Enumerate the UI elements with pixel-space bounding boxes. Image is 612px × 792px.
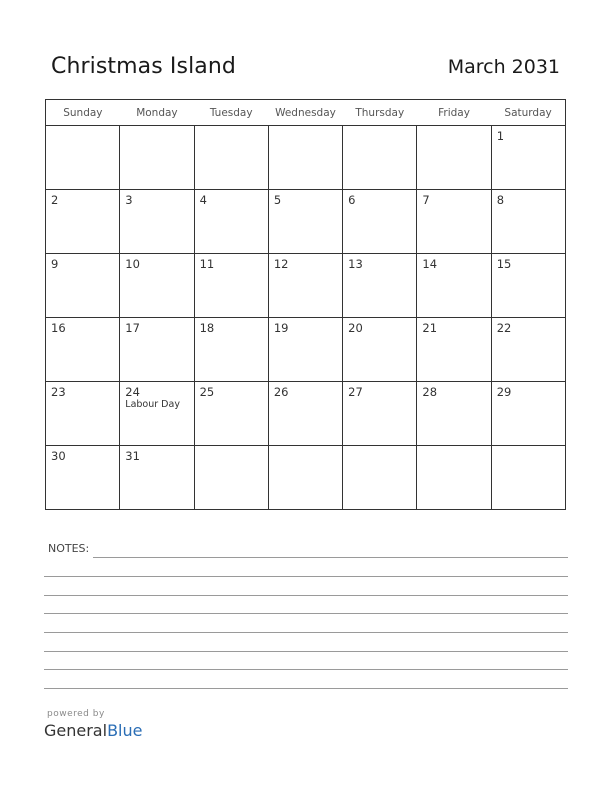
day-cell	[491, 190, 565, 254]
day-cell	[268, 254, 342, 318]
day-cell	[268, 190, 342, 254]
day-number: 19	[273, 321, 289, 335]
day-cell	[491, 318, 565, 382]
day-cell	[120, 190, 194, 254]
brand-blue: Blue	[107, 721, 143, 740]
empty-day-cell	[268, 446, 342, 510]
day-cell	[343, 254, 417, 318]
day-cell	[194, 382, 268, 446]
empty-day-cell	[194, 446, 268, 510]
day-number: 26	[273, 385, 289, 399]
day-cell	[120, 382, 194, 446]
day-number: 22	[496, 321, 512, 335]
powered-by-text: powered by	[47, 709, 105, 719]
note-line	[44, 688, 568, 689]
day-cell	[46, 446, 120, 510]
day-cell	[120, 318, 194, 382]
day-number: 20	[348, 321, 363, 335]
week-row	[46, 382, 566, 446]
note-line	[44, 632, 568, 633]
day-cell	[46, 190, 120, 254]
day-number: 18	[199, 321, 215, 335]
day-cell	[268, 318, 342, 382]
day-cell	[46, 254, 120, 318]
day-number: 12	[273, 257, 289, 271]
week-row	[46, 126, 566, 190]
day-number: 1	[496, 129, 505, 143]
day-cell	[417, 190, 491, 254]
note-line	[44, 651, 568, 652]
day-cell	[491, 126, 565, 190]
day-cell	[343, 190, 417, 254]
day-number: 24	[125, 385, 140, 399]
empty-day-cell	[120, 126, 194, 190]
day-cell	[343, 382, 417, 446]
empty-day-cell	[417, 446, 491, 510]
empty-day-cell	[491, 446, 565, 510]
note-line	[93, 557, 568, 558]
week-row	[46, 446, 566, 510]
day-number: 21	[422, 321, 438, 335]
notes-label: NOTES:	[48, 542, 90, 555]
day-cell	[46, 318, 120, 382]
day-number: 23	[51, 385, 66, 399]
note-line	[44, 576, 568, 577]
empty-day-cell	[417, 126, 491, 190]
week-row	[46, 190, 566, 254]
day-cell	[417, 254, 491, 318]
day-number: 16	[51, 321, 66, 335]
day-number: 31	[125, 449, 140, 463]
day-number: 9	[51, 257, 59, 271]
day-number: 2	[51, 193, 59, 207]
empty-day-cell	[194, 126, 268, 190]
weekday-sunday: Sunday	[46, 100, 120, 126]
note-line	[44, 613, 568, 614]
day-number: 14	[422, 257, 438, 271]
weekday-wednesday: Wednesday	[268, 100, 342, 126]
day-cell	[417, 382, 491, 446]
calendar-grid	[45, 99, 566, 510]
day-cell	[491, 382, 565, 446]
day-number: 29	[496, 385, 512, 399]
day-number: 6	[348, 193, 356, 207]
empty-day-cell	[268, 126, 342, 190]
generalblue-logo[interactable]	[44, 721, 142, 740]
day-number: 25	[199, 385, 215, 399]
day-number: 17	[125, 321, 140, 335]
calendar-month: March 2031	[447, 56, 560, 78]
week-row	[46, 254, 566, 318]
day-cell	[417, 318, 491, 382]
day-number: 30	[51, 449, 66, 463]
day-number: 28	[422, 385, 438, 399]
day-cell	[491, 254, 565, 318]
day-number: 10	[125, 257, 140, 271]
empty-day-cell	[46, 126, 120, 190]
day-number: 13	[348, 257, 363, 271]
weekday-tuesday: Tuesday	[194, 100, 268, 126]
brand-general: General	[44, 721, 108, 740]
day-cell	[120, 446, 194, 510]
day-cell	[343, 318, 417, 382]
day-number: 15	[496, 257, 512, 271]
day-number: 27	[348, 385, 363, 399]
day-cell	[194, 318, 268, 382]
day-number: 4	[199, 193, 207, 207]
day-cell	[268, 382, 342, 446]
weekday-thursday: Thursday	[343, 100, 417, 126]
day-cell	[194, 254, 268, 318]
day-number: 7	[422, 193, 430, 207]
week-row	[46, 318, 566, 382]
weekday-saturday: Saturday	[491, 100, 565, 126]
day-number: 8	[496, 193, 505, 207]
day-cell	[194, 190, 268, 254]
note-line	[44, 669, 568, 670]
weekday-header-row	[46, 100, 566, 126]
day-number: 5	[273, 193, 282, 207]
calendar-title: Christmas Island	[51, 54, 236, 79]
day-number: 3	[125, 193, 133, 207]
day-number: 11	[199, 257, 215, 271]
empty-day-cell	[343, 446, 417, 510]
weekday-monday: Monday	[120, 100, 194, 126]
holiday-label: Labour Day	[125, 399, 180, 410]
weekday-friday: Friday	[417, 100, 491, 126]
day-cell	[120, 254, 194, 318]
day-cell	[46, 382, 120, 446]
empty-day-cell	[343, 126, 417, 190]
note-line	[44, 595, 568, 596]
